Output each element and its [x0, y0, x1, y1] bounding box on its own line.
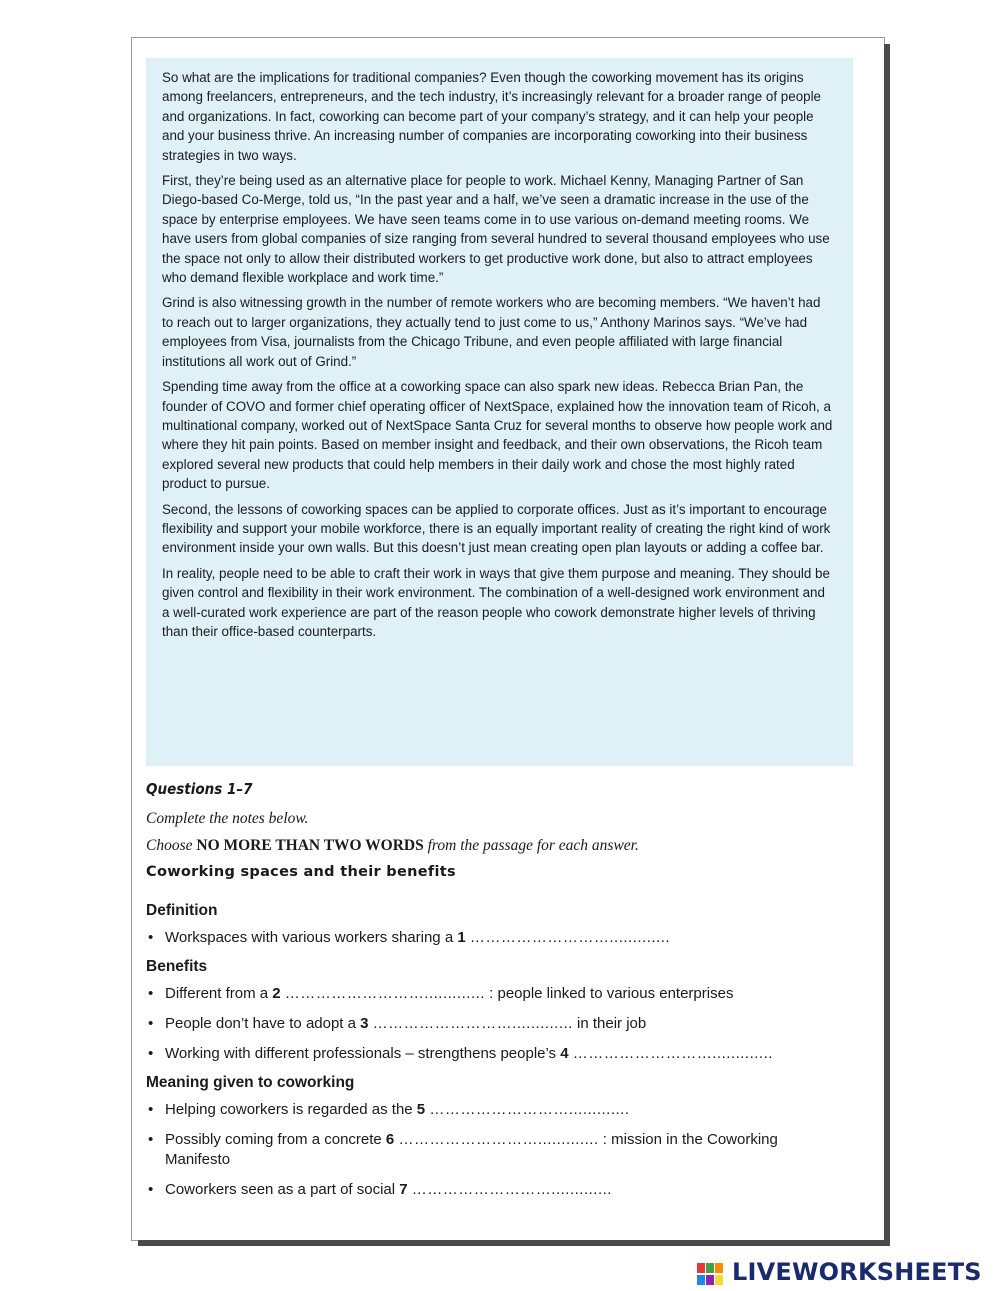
question-2 — [146, 984, 866, 1004]
answer-blank-3[interactable]: ………………………............. — [372, 1015, 573, 1032]
answer-blank-6[interactable]: ………………………............. — [398, 1131, 599, 1148]
section-meaning-title: Meaning given to coworking — [146, 1074, 355, 1091]
question-2-suffix: : people linked to various enterprises — [484, 985, 734, 1002]
question-6-text: Possibly coming from a concrete — [165, 1131, 386, 1148]
question-1-text: Workspaces with various workers sharing a — [165, 929, 458, 946]
question-3 — [146, 1014, 866, 1034]
instruction-word-limit — [146, 837, 866, 855]
question-6-suffix: : mission in the Coworking Manifesto — [165, 1131, 778, 1168]
questions-heading: Questions 1–7 — [146, 780, 253, 798]
question-7 — [146, 1180, 866, 1200]
instruction-post: from the passage for each answer. — [423, 837, 639, 854]
question-5-number: 5 — [416, 1101, 426, 1118]
question-4-text: Working with different professionals – strengthens people’s — [165, 1045, 561, 1062]
bullet-icon: • — [148, 1181, 154, 1198]
instruction-complete: Complete the notes below. — [146, 810, 309, 827]
bullet-icon: • — [148, 1045, 154, 1062]
liveworksheets-logo-icon — [696, 1262, 726, 1286]
question-5-text: Helping coworkers is regarded as the — [165, 1101, 417, 1118]
passage-paragraph-5: Second, the lessons of coworking spaces can be applied to corporate offices. Just as it’s important to encourage flexibility and support your mobile workforce, there is an equally important reality of creating the right kind of work environment inside your own walls. But this doesn’t just mean creating open plan layouts or adding a coffee bar. — [162, 501, 831, 556]
question-3-number: 3 — [360, 1015, 369, 1032]
bullet-icon: • — [148, 1101, 154, 1118]
question-1 — [146, 928, 866, 948]
notes-title: Coworking spaces and their benefits — [146, 864, 456, 880]
passage-paragraph-1: So what are the implications for traditional companies? Even though the coworking movement has its origins among freelancers, entrepreneurs, and the tech industry, it’s increasingly relevant for a broader range of people and organizations. In fact, coworking can become part of your company’s strategy, and it can help your people and your business thrive. An increasing number of companies are incorporating coworking into their business strategies in two ways. — [162, 70, 822, 163]
bullet-icon: • — [148, 1131, 154, 1148]
question-4-number: 4 — [560, 1045, 569, 1062]
question-6-number: 6 — [385, 1131, 395, 1148]
bullet-icon: • — [148, 985, 154, 1002]
question-6 — [146, 1130, 815, 1170]
answer-blank-4[interactable]: ………………………............. — [572, 1045, 773, 1062]
liveworksheets-logo — [696, 1258, 996, 1288]
question-2-text: Different from a — [165, 985, 273, 1002]
question-5 — [146, 1100, 866, 1120]
question-7-text: Coworkers seen as a part of social — [165, 1181, 400, 1198]
answer-blank-1[interactable]: ………………………............. — [469, 929, 671, 946]
questions-section — [146, 780, 866, 1210]
passage-paragraph-6: In reality, people need to be able to craft their work in ways that give them purpose and meaning. They should be given control and flexibility in their work environment. The combination of a well-designed work environment and a well-curated work experience are part of the reason people who cowork demonstrate higher levels of thriving than their office-based counterparts. — [162, 565, 830, 639]
answer-blank-5[interactable]: ………………………............. — [429, 1101, 630, 1118]
question-4 — [146, 1044, 866, 1064]
instruction-pre: Choose — [146, 837, 197, 854]
section-definition-title: Definition — [146, 902, 218, 919]
question-1-number: 1 — [457, 929, 466, 946]
bullet-icon: • — [148, 1015, 154, 1032]
section-benefits-title: Benefits — [146, 958, 208, 975]
instruction-bold: NO MORE THAN TWO WORDS — [196, 837, 424, 854]
passage-paragraph-2: First, they’re being used as an alternative place for people to work. Michael Kenny, Managing Partner of San Diego-based Co-Merge, told us, “In the past year and a half, we’ve seen a dramatic increase in the use of the space by enterprise employees. We have seen teams come in to use various on-demand meeting rooms. We have users from global companies of size ranging from several hundred to several thousand employees who use the space not only to allow their distributed workers to get productive work done, but also to attract employees who demand flexible workplace and work time.” — [162, 173, 830, 286]
question-3-text: People don’t have to adopt a — [165, 1015, 361, 1032]
question-2-number: 2 — [272, 985, 281, 1002]
bullet-icon: • — [148, 929, 154, 946]
question-3-suffix: in their job — [572, 1015, 647, 1032]
worksheet-page — [132, 38, 884, 1240]
reading-passage — [146, 58, 853, 766]
passage-paragraph-3: Grind is also witnessing growth in the number of remote workers who are becoming members. “We haven’t had to reach out to larger organizations, they actually tend to just come to us,” Anthony Marinos says. “We’ve had employees from Visa, journalists from the Chicago Tribune, and even people affiliated with large financial institutions all work out of Grind.” — [162, 295, 821, 369]
answer-blank-2[interactable]: ………………………............. — [284, 985, 485, 1002]
passage-paragraph-4: Spending time away from the office at a coworking space can also spark new ideas. Rebecca Brian Pan, the founder of COVO and former chief operating officer of NextSpace, explained how the innovation team of Ricoh, a multinational company, worked out of NextSpace Santa Cruz for several months to observe how people work and where they hit pain points. Based on member insight and feedback, and their own observations, the Ricoh team explored several new products that could help members in their daily work and chose the most highly rated product to pursue. — [162, 379, 833, 492]
question-7-number: 7 — [399, 1181, 408, 1198]
liveworksheets-logo-text: LIVEWORKSHEETS — [732, 1258, 982, 1286]
answer-blank-7[interactable]: ………………………............. — [411, 1181, 612, 1198]
